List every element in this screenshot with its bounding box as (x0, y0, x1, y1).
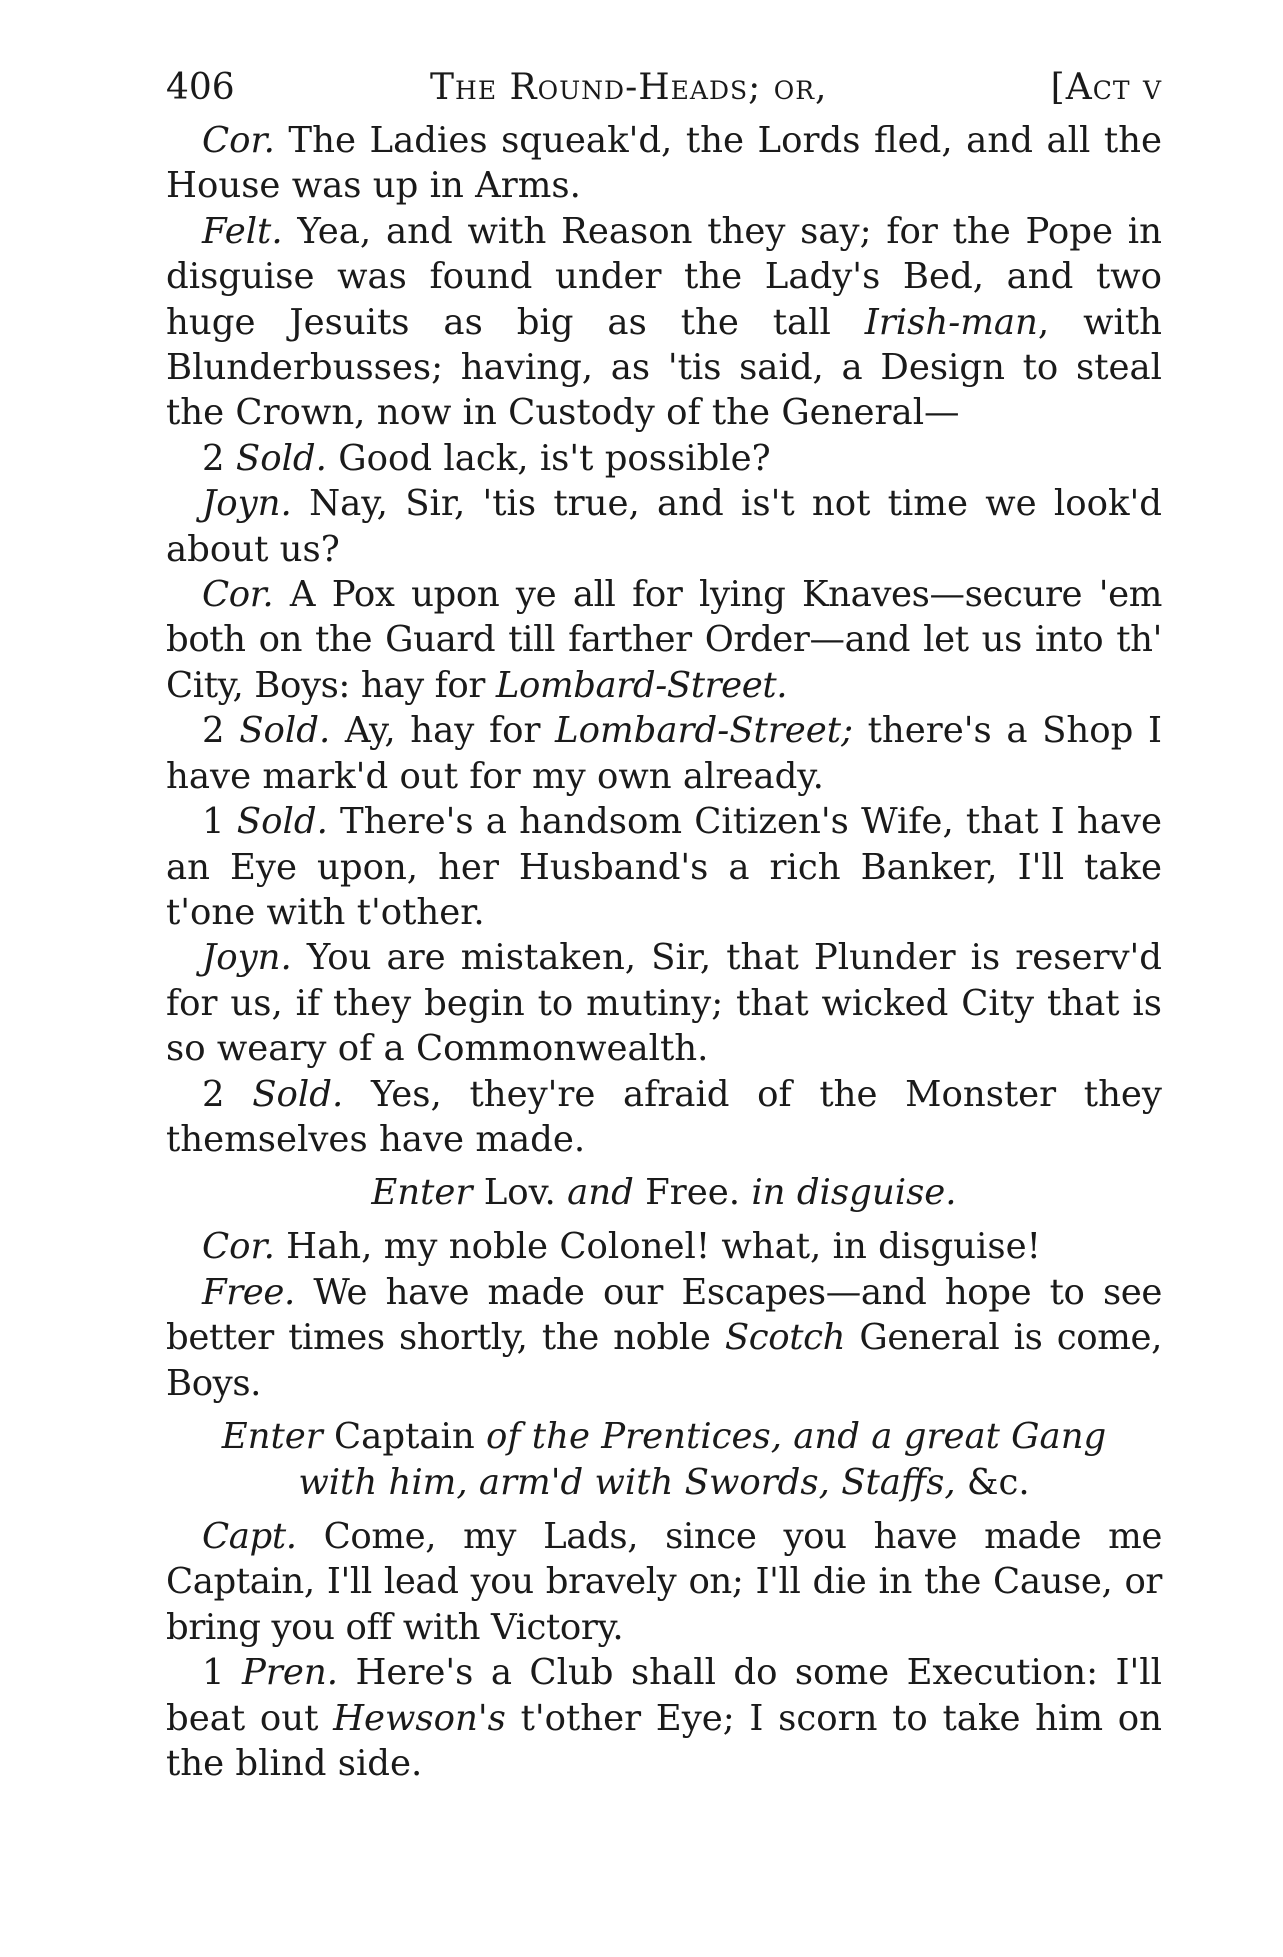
speaker: Capt. (202, 1515, 297, 1557)
speech-text: Here's a Club shall do some Execution: I'll beat out (166, 1652, 1163, 1739)
speaker: Pren. (242, 1652, 339, 1694)
speaker-number: 2 (202, 437, 236, 479)
speaker: Cor. (202, 120, 275, 161)
speech (166, 436, 1162, 481)
speech (166, 1072, 1162, 1163)
act-marker: [Act v (1050, 67, 1162, 108)
speech-text: Ay, hay for (330, 710, 556, 752)
speech-text: t'other Eye; I scorn to take him on the blind side. (166, 1697, 1162, 1784)
speaker: Cor. (202, 1226, 275, 1268)
character-name: Lov. (472, 1172, 568, 1214)
speech (166, 118, 1162, 209)
speech-text: Good lack, is't possible? (326, 437, 771, 479)
speaker: Free. (202, 1271, 295, 1313)
speech (166, 1270, 1162, 1406)
speaker-number: 2 (202, 710, 240, 752)
speaker: Cor. (202, 574, 274, 616)
speech-text: Yes, they're afraid of the Monster they themselves have made. (166, 1073, 1162, 1160)
speaker-number: 1 (202, 1652, 243, 1694)
stage-etc: &c. (955, 1461, 1030, 1503)
running-title: The Round-Heads; or, (430, 67, 828, 108)
stage-and: and (567, 1172, 634, 1214)
speech (166, 935, 1162, 1071)
stage-rest: of the Prentices, and a great Gang with him, arm'd with Swords, Staffs, (298, 1415, 1107, 1503)
speech-text: , with Blunderbusses; having, as 'tis said, a Design to steal the Crown, now in Custody of the General— (166, 301, 1162, 434)
speech-text: Yea, and with Reason they say; for the Pope in disguise was found under the Lady's Bed, and two huge Jesuits as big as the tall (166, 210, 1162, 343)
speech (166, 1650, 1162, 1786)
speech-text: The Ladies squeak'd, the Lords fled, and all the House was up in Arms. (166, 120, 1162, 207)
speaker: Sold. (235, 437, 327, 479)
stage-enter: Enter (221, 1415, 323, 1457)
speech-text: General is come, Boys. (166, 1317, 1162, 1404)
speech-text: there's a Shop I have mark'd out for my own already. (166, 710, 1163, 797)
emphasis: Lombard-Street; (555, 710, 854, 752)
speaker: Sold. (252, 1073, 344, 1115)
emphasis: Lombard-Street. (495, 664, 788, 706)
speech-text: A Pox upon ye all for lying Knaves—secure 'em both on the Guard till farther Order—and let us into th' City, Boys: hay for (166, 574, 1162, 706)
speech-text: There's a handsom Citizen's Wife, that I have an Eye upon, her Husband's a rich Banker, I'll take t'one with t'other. (166, 801, 1162, 933)
stage-enter: Enter (371, 1172, 473, 1214)
character-name: Captain (322, 1415, 487, 1457)
emphasis: Hewson's (333, 1697, 506, 1739)
speech-text: Hah, my noble Colonel! what, in disguise! (274, 1226, 1041, 1268)
speech-text: Come, my Lads, since you have made me Captain, I'll lead you bravely on; I'll die in the Cause, or bring you off with Victory. (166, 1515, 1162, 1648)
speaker: Sold. (239, 710, 331, 752)
speech-text: You are mistaken, Sir, that Plunder is reserv'd for us, if they begin to mutiny; that wicked City that is so weary of a Commonwealth. (166, 937, 1162, 1070)
speaker: Sold. (236, 801, 328, 843)
speaker: Joyn. (202, 937, 292, 979)
stage-rest: in disguise. (751, 1172, 957, 1214)
stage-direction (166, 1414, 1162, 1506)
page-number: 406 (166, 67, 235, 108)
speech-text: We have made our Escapes—and hope to see better times shortly, the noble (166, 1271, 1162, 1359)
emphasis: Scotch (724, 1317, 846, 1359)
speech-text: Nay, Sir, 'tis true, and is't not time we look'd about us? (166, 483, 1162, 570)
speech (166, 1514, 1162, 1650)
speech (166, 799, 1162, 935)
speaker: Joyn. (202, 483, 292, 525)
running-header (166, 64, 1162, 112)
stage-direction (166, 1170, 1162, 1216)
play-text (166, 118, 1162, 1786)
emphasis: Irish-man (864, 301, 1038, 343)
speech (166, 572, 1162, 708)
character-name: Free. (633, 1172, 752, 1214)
speech (166, 708, 1162, 799)
speech (166, 1224, 1162, 1269)
speaker-number: 1 (202, 801, 237, 843)
speech (166, 481, 1162, 572)
speaker: Felt. (202, 210, 283, 252)
speech (166, 209, 1162, 436)
speaker-number: 2 (202, 1073, 253, 1115)
